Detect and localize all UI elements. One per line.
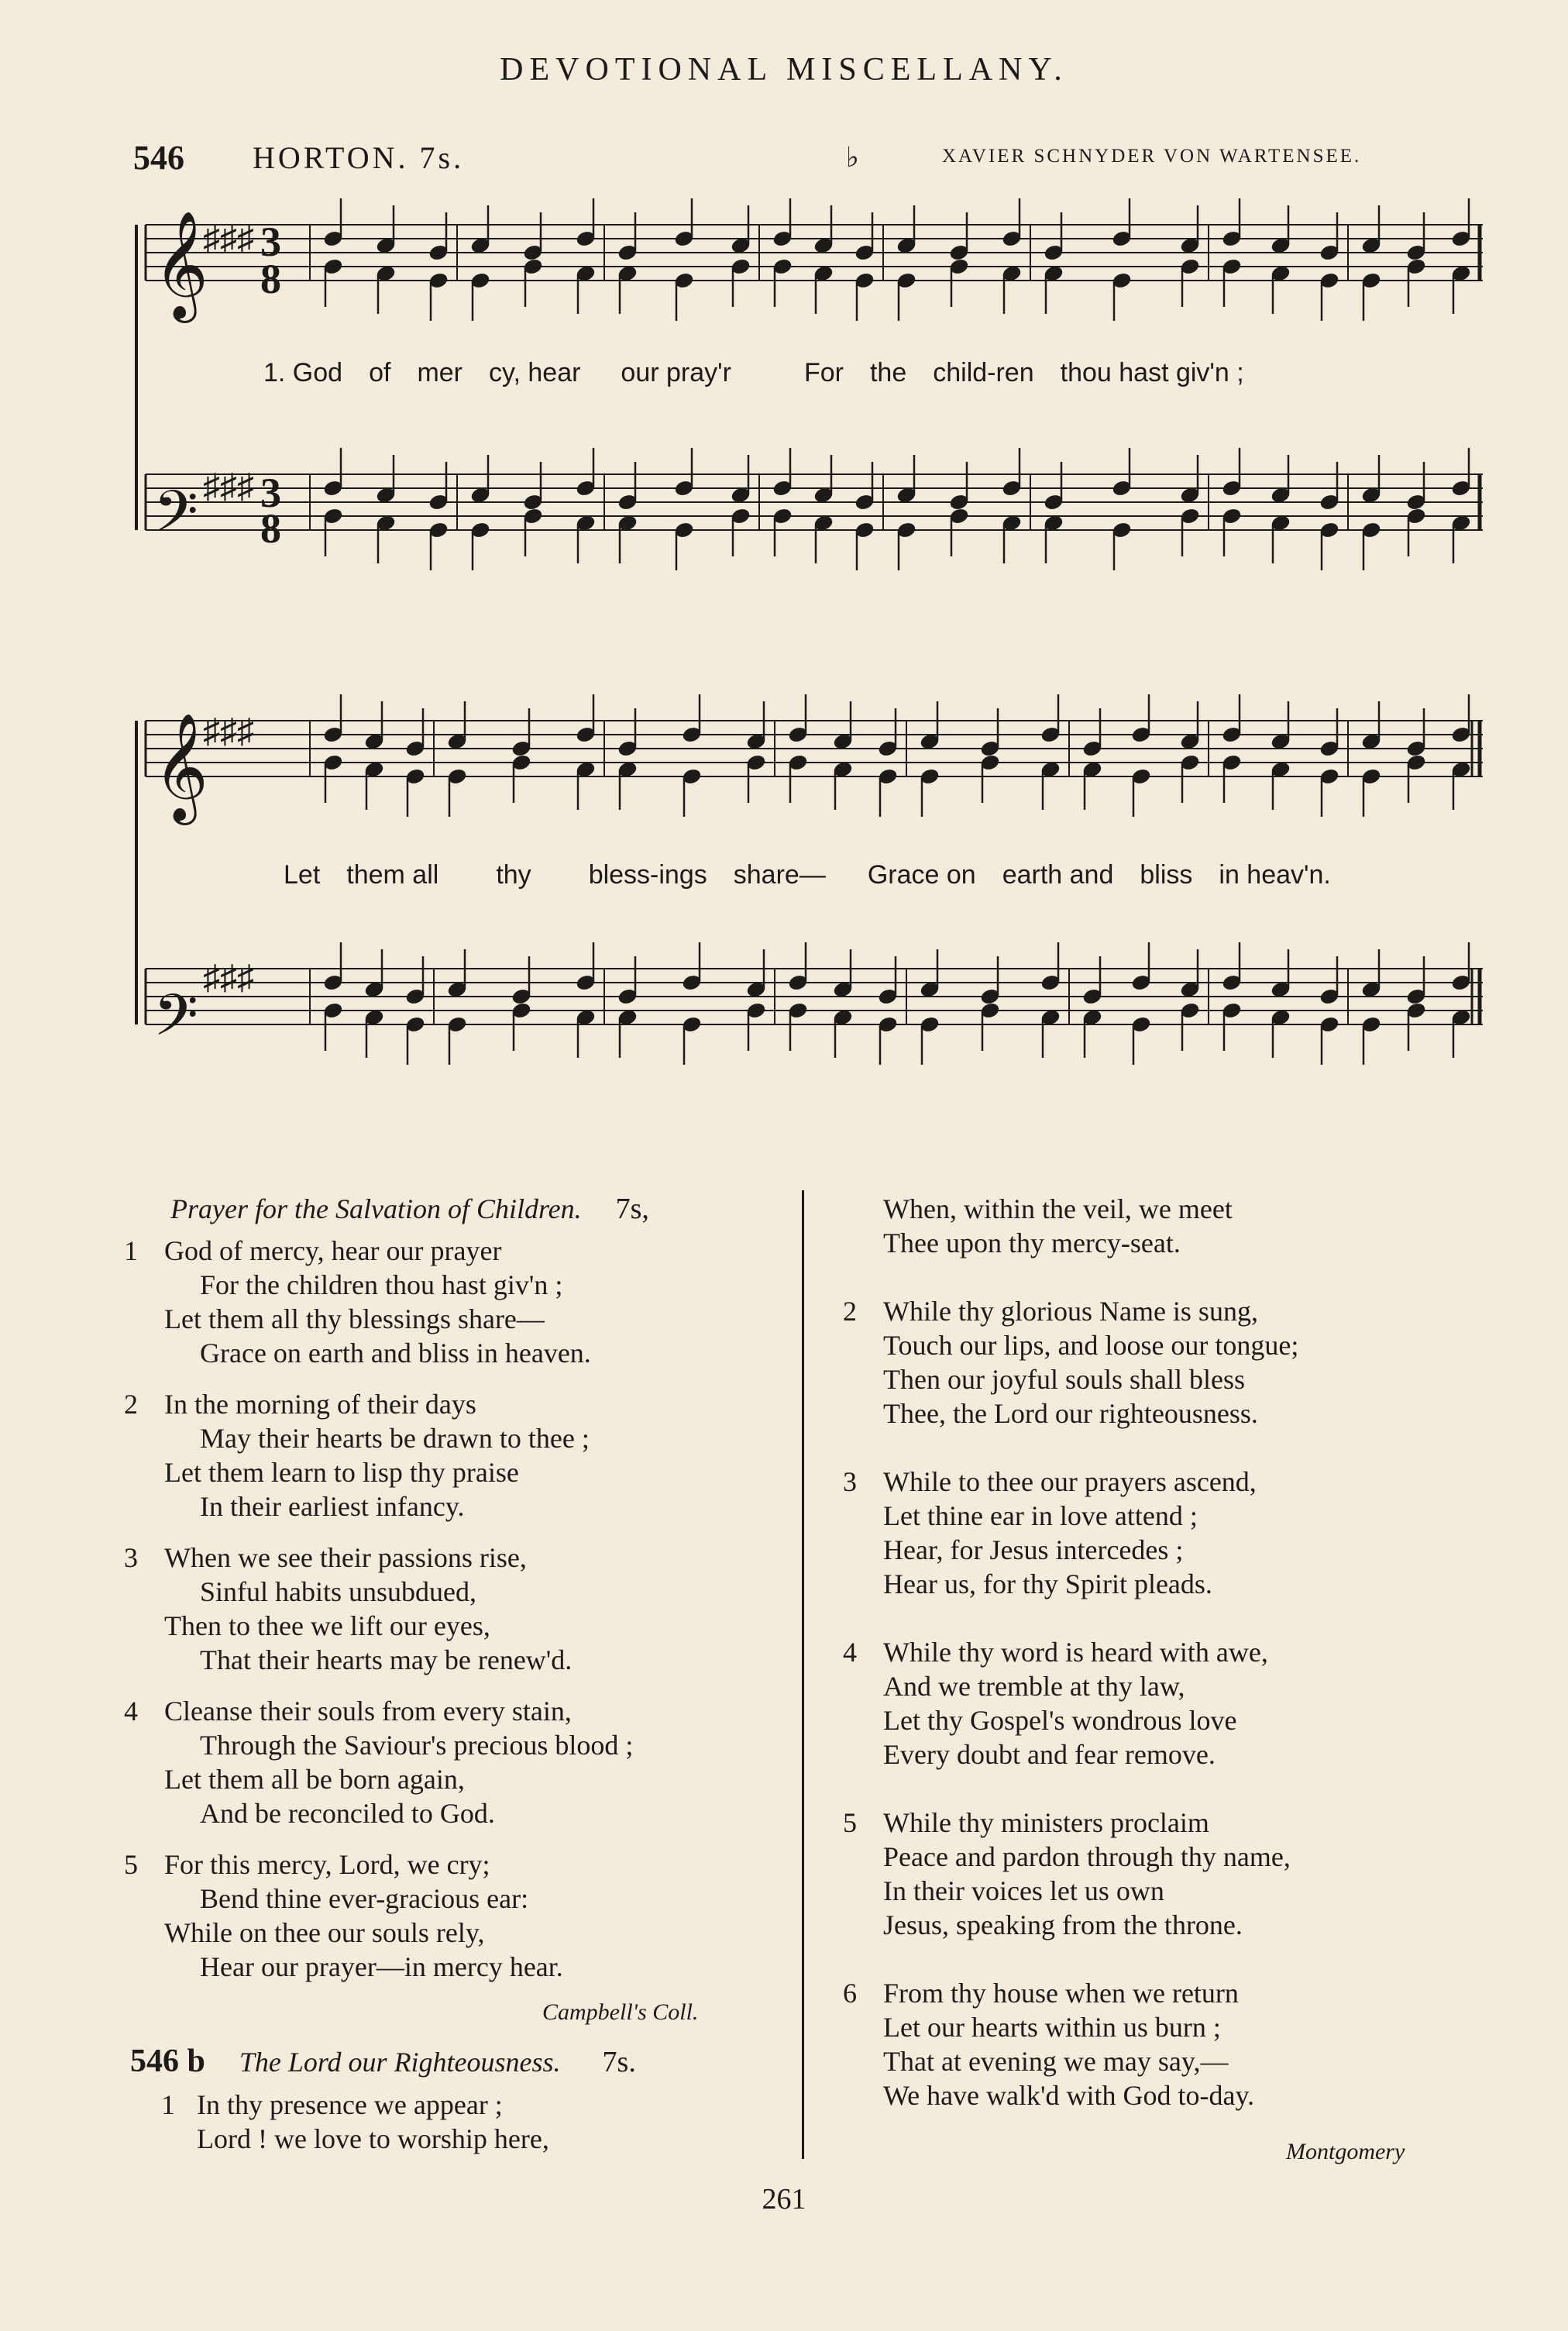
stanza bbox=[843, 1192, 1509, 1260]
verse-line: Let them all be born again, bbox=[164, 1764, 465, 1795]
verse-line: Hear our prayer—in mercy hear. bbox=[200, 1951, 563, 1982]
hymn-b-attribution: Montgomery bbox=[1286, 2139, 1405, 2164]
verse-line: Hear, for Jesus intercedes ; bbox=[883, 1534, 1184, 1565]
lyric-syllable: thou hast giv'n ; bbox=[1060, 358, 1244, 387]
verse-line: In the morning of their days bbox=[164, 1389, 476, 1420]
music-mark: ♭ bbox=[846, 142, 859, 173]
verse-line: Let our hearts within us burn ; bbox=[883, 2012, 1221, 2043]
verse-line: In their earliest infancy. bbox=[200, 1491, 465, 1522]
stanza-number: 5 bbox=[843, 1807, 857, 1838]
verse-line: And we tremble at thy law, bbox=[883, 1671, 1185, 1702]
column-rule bbox=[802, 1190, 804, 2159]
verse-line: In their voices let us own bbox=[883, 1875, 1164, 1906]
hymn-b-title: The Lord our Righteousness. bbox=[239, 2047, 561, 2078]
verse-line: Bend thine ever-gracious ear: bbox=[200, 1883, 529, 1914]
stanza bbox=[843, 1294, 1509, 1431]
stanza-number: 1 bbox=[161, 2089, 175, 2120]
hymn-b-header bbox=[130, 2043, 796, 2080]
lyric-syllable: the bbox=[869, 358, 907, 387]
verse-line: God of mercy, hear our prayer bbox=[164, 1235, 502, 1266]
verse-line: While thy word is heard with awe, bbox=[883, 1637, 1268, 1668]
verse-line: Hear us, for thy Spirit pleads. bbox=[883, 1568, 1212, 1599]
stanza bbox=[843, 1806, 1509, 1942]
hymn-b-stanza-1-part-1 bbox=[161, 2088, 796, 2156]
hymn-a-meter: 7s, bbox=[615, 1193, 649, 1225]
verse-line: Let them all thy blessings share— bbox=[164, 1303, 545, 1334]
verse-line: Then our joyful souls shall bless bbox=[883, 1364, 1245, 1395]
verse-line: While on thee our souls rely, bbox=[164, 1917, 485, 1948]
lyric-syllable: share— bbox=[733, 860, 826, 890]
verse-line: Then to thee we lift our eyes, bbox=[164, 1610, 490, 1641]
bass-clef-2: 𝄢 bbox=[153, 985, 198, 1062]
verse-line: That their hearts may be renew'd. bbox=[200, 1644, 573, 1675]
verse-line: Let them learn to lisp thy praise bbox=[164, 1457, 519, 1488]
page-number: 261 bbox=[762, 2183, 806, 2216]
hymn-b-number: 546 b bbox=[130, 2043, 205, 2079]
time-sig-bottom: 8 bbox=[260, 256, 281, 302]
lyric-syllable: bless-ings bbox=[588, 860, 707, 890]
verse-line: May their hearts be drawn to thee ; bbox=[200, 1423, 590, 1454]
bass-clef-1: 𝄢 bbox=[153, 481, 198, 558]
stanza bbox=[124, 1694, 790, 1830]
lyric-syllable: 1. God bbox=[263, 358, 343, 387]
key-sig-3: ♯♯♯ bbox=[203, 712, 254, 750]
stanza-number: 2 bbox=[843, 1296, 857, 1327]
composer: XAVIER SCHNYDER VON WARTENSEE. bbox=[942, 146, 1362, 167]
lyric-syllable: child-ren bbox=[933, 358, 1034, 387]
lyric-syllable: mer bbox=[417, 358, 462, 387]
verse-line: While to thee our prayers ascend, bbox=[883, 1466, 1257, 1497]
stanza bbox=[124, 1234, 790, 1370]
treble-clef-2: 𝄞 bbox=[153, 715, 208, 818]
key-sig-4: ♯♯♯ bbox=[203, 959, 254, 997]
tune-number: 546 bbox=[133, 139, 184, 177]
tune-name-text: HORTON. bbox=[253, 140, 409, 175]
hymn-a-text bbox=[124, 1234, 790, 2001]
stanza-number: 3 bbox=[124, 1542, 138, 1573]
lyric-syllable: Let bbox=[284, 860, 321, 890]
time-sig-top: 3 bbox=[260, 219, 281, 265]
verse-line: And be reconciled to God. bbox=[200, 1798, 495, 1829]
lyric-syllable: in heav'n. bbox=[1219, 860, 1331, 890]
verse-line: For the children thou hast giv'n ; bbox=[200, 1269, 563, 1300]
lyric-syllable: our pray'r bbox=[621, 358, 731, 387]
stanza-number: 5 bbox=[124, 1849, 138, 1880]
stanza bbox=[843, 1465, 1509, 1601]
stanza-number: 4 bbox=[843, 1637, 857, 1668]
hymn-a-header bbox=[170, 1192, 790, 1226]
stanza-number: 2 bbox=[124, 1389, 138, 1420]
verse-line: Thee, the Lord our righteousness. bbox=[883, 1398, 1258, 1429]
verse-line: When, within the veil, we meet bbox=[883, 1193, 1233, 1224]
verse-line: Cleanse their souls from every stain, bbox=[164, 1696, 572, 1727]
verse-line: Peace and pardon through thy name, bbox=[883, 1841, 1291, 1872]
verse-line: From thy house when we return bbox=[883, 1978, 1239, 2009]
lyric-syllable: them all bbox=[346, 860, 439, 890]
verse-line: Let thine ear in love attend ; bbox=[883, 1500, 1198, 1531]
verse-line: In thy presence we appear ; bbox=[197, 2089, 503, 2120]
verse-line: That at evening we may say,— bbox=[883, 2046, 1229, 2077]
verse-line: Grace on earth and bliss in heaven. bbox=[200, 1338, 591, 1369]
tune-meter: 7s. bbox=[419, 140, 465, 175]
verse-line: For this mercy, Lord, we cry; bbox=[164, 1849, 490, 1880]
verse-line: Let thy Gospel's wondrous love bbox=[883, 1705, 1237, 1736]
lyric-syllable: cy, hear bbox=[489, 358, 581, 387]
verse-line: Sinful habits unsubdued, bbox=[200, 1576, 476, 1607]
verse-line: When we see their passions rise, bbox=[164, 1542, 527, 1573]
time-sig-bottom-bass: 8 bbox=[260, 505, 281, 552]
verse-line: While thy ministers proclaim bbox=[883, 1807, 1209, 1838]
stanza bbox=[161, 2088, 796, 2156]
verse-line: We have walk'd with God to-day. bbox=[883, 2080, 1255, 2111]
verse-line: Jesus, speaking from the throne. bbox=[883, 1909, 1243, 1940]
verse-line: Lord ! we love to worship here, bbox=[197, 2123, 549, 2154]
verse-line: Touch our lips, and loose our tongue; bbox=[883, 1330, 1299, 1361]
verse-line: Every doubt and fear remove. bbox=[883, 1739, 1216, 1770]
stanza-number: 4 bbox=[124, 1696, 138, 1727]
stanza bbox=[843, 1976, 1509, 2112]
lyric-syllable: For bbox=[803, 358, 844, 387]
stanza-number: 1 bbox=[124, 1235, 138, 1266]
stanza bbox=[124, 1387, 790, 1524]
lyric-syllable: thy bbox=[496, 860, 531, 890]
hymn-a-attribution: Campbell's Coll. bbox=[542, 1999, 699, 2025]
hymn-a-title: Prayer for the Salvation of Children. bbox=[170, 1193, 582, 1224]
key-sig-1: ♯♯♯ bbox=[203, 219, 254, 257]
verse-line: Through the Saviour's precious blood ; bbox=[200, 1730, 634, 1761]
lyric-syllable: Grace on bbox=[867, 860, 976, 890]
lyric-syllable: of bbox=[369, 358, 391, 387]
stanza bbox=[124, 1847, 790, 1984]
hymn-b-text bbox=[843, 1192, 1509, 2147]
stanza-number: 3 bbox=[843, 1466, 857, 1497]
time-sig-top-bass: 3 bbox=[260, 470, 281, 516]
hymn-b-meter: 7s. bbox=[602, 2046, 636, 2078]
music-lyrics-1 bbox=[263, 358, 1472, 388]
key-sig-2: ♯♯♯ bbox=[203, 467, 254, 505]
music-score bbox=[0, 178, 1568, 1116]
tune-name bbox=[253, 139, 464, 176]
lyric-syllable: bliss bbox=[1140, 860, 1193, 890]
running-head: DEVOTIONAL MISCELLANY. bbox=[500, 52, 1068, 88]
music-lyrics-2 bbox=[284, 860, 1492, 890]
verse-line: While thy glorious Name is sung, bbox=[883, 1296, 1258, 1327]
verse-line: Thee upon thy mercy-seat. bbox=[883, 1227, 1181, 1258]
lyric-syllable: earth and bbox=[1002, 860, 1114, 890]
stanza bbox=[843, 1635, 1509, 1771]
treble-clef: 𝄞 bbox=[153, 213, 208, 316]
stanza bbox=[124, 1541, 790, 1677]
stanza-number: 6 bbox=[843, 1978, 857, 2009]
